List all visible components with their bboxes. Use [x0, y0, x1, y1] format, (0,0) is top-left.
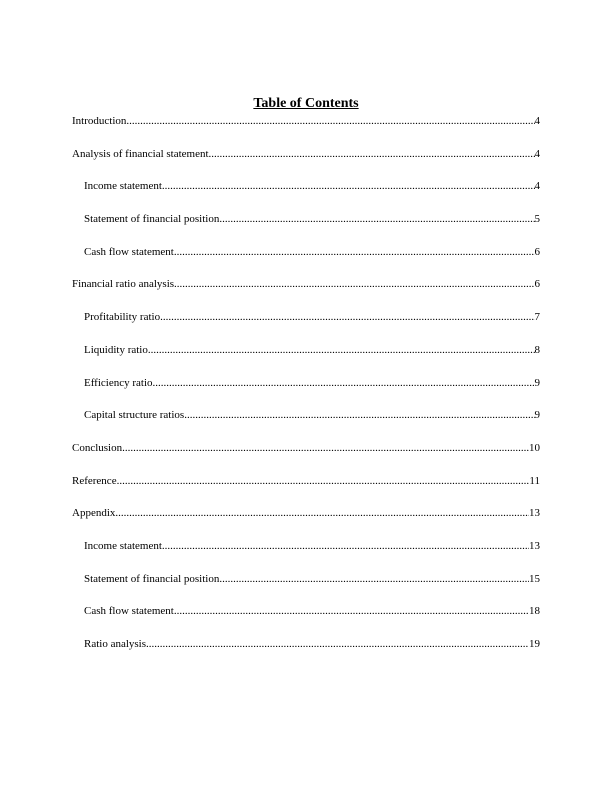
- toc-entry-page: 13: [529, 507, 540, 520]
- toc-link[interactable]: [84, 571, 540, 587]
- toc-entry-label: Introduction: [72, 115, 127, 127]
- toc-entry-label: Ratio analysis: [84, 638, 147, 650]
- toc-entry-page: 15: [529, 572, 540, 585]
- toc-entry-label: Liquidity ratio: [84, 343, 148, 356]
- toc-entry-label: Financial ratio analysis: [72, 278, 175, 291]
- toc-link[interactable]: [84, 342, 540, 358]
- toc-leader-dots: [117, 473, 530, 489]
- toc-entry-appendix-statement-of-financial-position[interactable]: [72, 571, 540, 604]
- toc-entry-page: 5: [534, 213, 540, 226]
- toc-entry-label: Cash flow statement: [84, 245, 174, 258]
- toc-entry-capital-structure-ratios[interactable]: [72, 407, 540, 440]
- toc-link[interactable]: [84, 636, 540, 652]
- toc-entry-page: 4: [534, 147, 540, 160]
- toc-entry-page: 6: [534, 278, 540, 291]
- toc-entry-label: Cash flow statement: [84, 605, 174, 618]
- toc-entry-analysis-of-financial-statement[interactable]: [72, 146, 540, 179]
- toc-entry-page: 10: [529, 441, 540, 454]
- toc-leader-dots: [126, 113, 534, 129]
- toc-title: Table of Contents: [253, 96, 359, 111]
- toc-leader-dots: [153, 375, 535, 391]
- toc-entry-page: 11: [529, 474, 540, 487]
- toc-entry-profitability-ratio[interactable]: [72, 309, 540, 342]
- toc-link[interactable]: [84, 244, 540, 260]
- toc-entry-page: 18: [529, 605, 540, 618]
- toc-entry-label: Reference: [72, 474, 117, 487]
- toc-entry-label: Statement of financial position: [84, 213, 220, 226]
- toc-leader-dots: [209, 146, 535, 162]
- toc-leader-dots: [148, 342, 535, 358]
- toc-leader-dots: [219, 571, 529, 587]
- toc-leader-dots: [174, 603, 529, 619]
- toc-entry-page: 9: [534, 376, 540, 389]
- toc-link[interactable]: [84, 211, 540, 227]
- toc-link[interactable]: [84, 538, 540, 554]
- toc-entry-page: 13: [529, 539, 540, 552]
- toc-entry-liquidity-ratio[interactable]: [72, 342, 540, 375]
- toc-link[interactable]: [84, 603, 540, 619]
- toc-leader-dots: [122, 440, 529, 456]
- toc-entry-label: Income statement: [84, 180, 162, 193]
- toc-entry-page: 4: [534, 115, 540, 127]
- toc-leader-dots: [146, 636, 529, 652]
- toc-link[interactable]: [84, 375, 540, 391]
- toc-link[interactable]: [84, 407, 540, 423]
- toc-entry-page: 19: [529, 638, 540, 650]
- toc-entry-label: Capital structure ratios: [84, 409, 185, 422]
- toc-entry-appendix-ratio-analysis[interactable]: [72, 636, 540, 669]
- toc-link[interactable]: [72, 113, 540, 129]
- toc-entry-reference[interactable]: [72, 473, 540, 506]
- toc-entry-appendix-cash-flow-statement[interactable]: [72, 603, 540, 636]
- toc-entry-conclusion[interactable]: [72, 440, 540, 473]
- toc-entry-cash-flow-statement[interactable]: [72, 244, 540, 277]
- toc-leader-dots: [160, 309, 534, 325]
- toc-link[interactable]: [72, 146, 540, 162]
- toc-entry-label: Conclusion: [72, 441, 123, 454]
- toc-link[interactable]: [84, 309, 540, 325]
- toc-entry-label: Statement of financial position: [84, 572, 220, 585]
- toc-entry-appendix-income-statement[interactable]: [72, 538, 540, 571]
- toc-link[interactable]: [72, 473, 540, 489]
- toc-entry-page: 4: [534, 180, 540, 193]
- toc-leader-dots: [174, 244, 535, 260]
- toc-entry-label: Efficiency ratio: [84, 376, 153, 389]
- toc-entry-page: 7: [534, 311, 540, 324]
- toc-entry-appendix[interactable]: [72, 505, 540, 538]
- toc-leader-dots: [162, 178, 535, 194]
- toc-entry-introduction[interactable]: [72, 113, 540, 146]
- toc-leader-dots: [219, 211, 534, 227]
- toc-entry-page: 6: [534, 245, 540, 258]
- toc-entry-statement-of-financial-position[interactable]: [72, 211, 540, 244]
- toc-entry-label: Profitability ratio: [84, 311, 161, 324]
- toc-entry-income-statement[interactable]: [72, 178, 540, 211]
- toc-leader-dots: [115, 505, 529, 521]
- toc-link[interactable]: [72, 276, 540, 292]
- toc-entry-efficiency-ratio[interactable]: [72, 375, 540, 408]
- toc-entry-label: Appendix: [72, 507, 116, 520]
- toc-leader-dots: [184, 407, 534, 423]
- toc-entry-page: 8: [534, 343, 540, 356]
- toc-link[interactable]: [72, 505, 540, 521]
- toc-entry-financial-ratio-analysis[interactable]: [72, 276, 540, 309]
- toc-leader-dots: [174, 276, 534, 292]
- toc-list: [72, 113, 540, 669]
- toc-link[interactable]: [72, 440, 540, 456]
- toc-link[interactable]: [84, 178, 540, 194]
- toc-entry-label: Analysis of financial statement: [72, 147, 209, 160]
- toc-entry-page: 9: [534, 409, 540, 422]
- toc-leader-dots: [162, 538, 529, 554]
- toc-entry-label: Income statement: [84, 539, 162, 552]
